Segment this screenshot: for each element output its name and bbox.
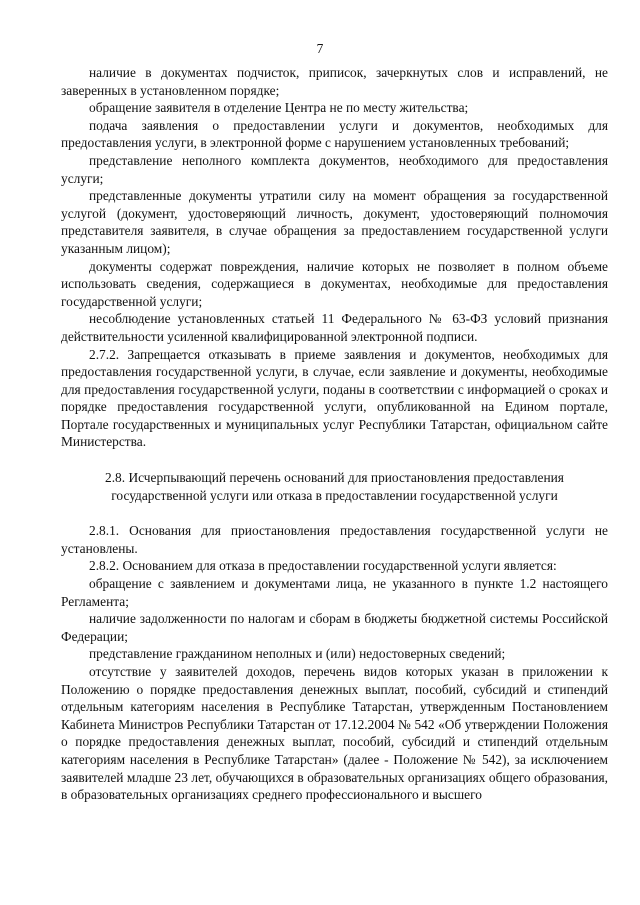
paragraph: 2.8.2. Основанием для отказа в предоставлении государственной услуги является: [89,558,557,574]
paragraph: подача заявления о предоставлении услуги и документов, необходимых для предоставления услуги, в электронной форме с нарушением установленных требований; [61,117,608,151]
paragraph: 2.7.2. Запрещается отказывать в приеме заявления и документов, необходимых для предоставления государственной услуги, в случае, если заявление и документы, необходимые для предоставления государственной услуги, поданы в соответствии с информацией о сроках и порядке предоставления государственной услуги, опубликованной на Едином портале, Портале государственных и муниципальных услуг Республики Татарстан, официальном сайте Министерства. [61,346,608,450]
document-body [61,64,608,804]
paragraph: несоблюдение установленных статьей 11 Федерального № 63-ФЗ условий признания действительности усиленной квалифицированной электронной подписи. [61,311,608,344]
paragraph: наличие задолженности по налогам и сборам в бюджеты бюджетной системы Российской Федерации; [61,611,608,644]
paragraph: 2.8.1. Основания для приостановления предоставления государственной услуги не установлены. [61,523,608,556]
paragraph: представление гражданином неполных и (или) недостоверных сведений; [89,646,506,662]
page-number: 7 [316,41,324,56]
paragraph: отсутствие у заявителей доходов, перечень видов которых указан в приложении к Положению о порядке предоставления денежных выплат, пособий, субсидий и стипендий отдельным категориям населения в Республике Татарстан, утвержденным Постановлением Кабинета Министров Республики Татарстан от 17.12.2004 № 542 «Об утверждении Положения о порядке предоставления денежных выплат, пособий, субсидий и стипендий отдельным категориям населения в Республике Татарстан» (далее - Положение № 542), за исключением заявителей младше 23 лет, обучающихся в образовательных организациях общего образования, в образовательных организациях среднего профессионального и высшего [61,664,608,803]
paragraph: представление неполного комплекта документов, необходимого для предоставления услуги; [61,152,608,186]
paragraph: обращение с заявлением и документами лица, не указанного в пункте 1.2 настоящего Регламента; [61,576,608,609]
paragraph: наличие в документах подчисток, приписок, зачеркнутых слов и исправлений, не заверенных в установленном порядке; [61,65,608,98]
paragraph: документы содержат повреждения, наличие которых не позволяет в полном объеме использовать сведения, содержащиеся в документах, необходимые для предоставления государственной услуги; [61,258,608,309]
paragraph: представленные документы утратили силу на момент обращения за государственной услугой (документ, удостоверяющий личность, документ, удостоверяющий полномочия представителя заявителя, в случае обращения за предоставлением государственной услуги указанным лицом); [61,188,608,256]
paragraph: обращение заявителя в отделение Центра не по месту жительства; [89,100,469,116]
section-heading: 2.8. Исчерпывающий перечень оснований для приостановления предоставления государственной услуги или отказа в предоставлении государственной услуги [105,470,564,503]
